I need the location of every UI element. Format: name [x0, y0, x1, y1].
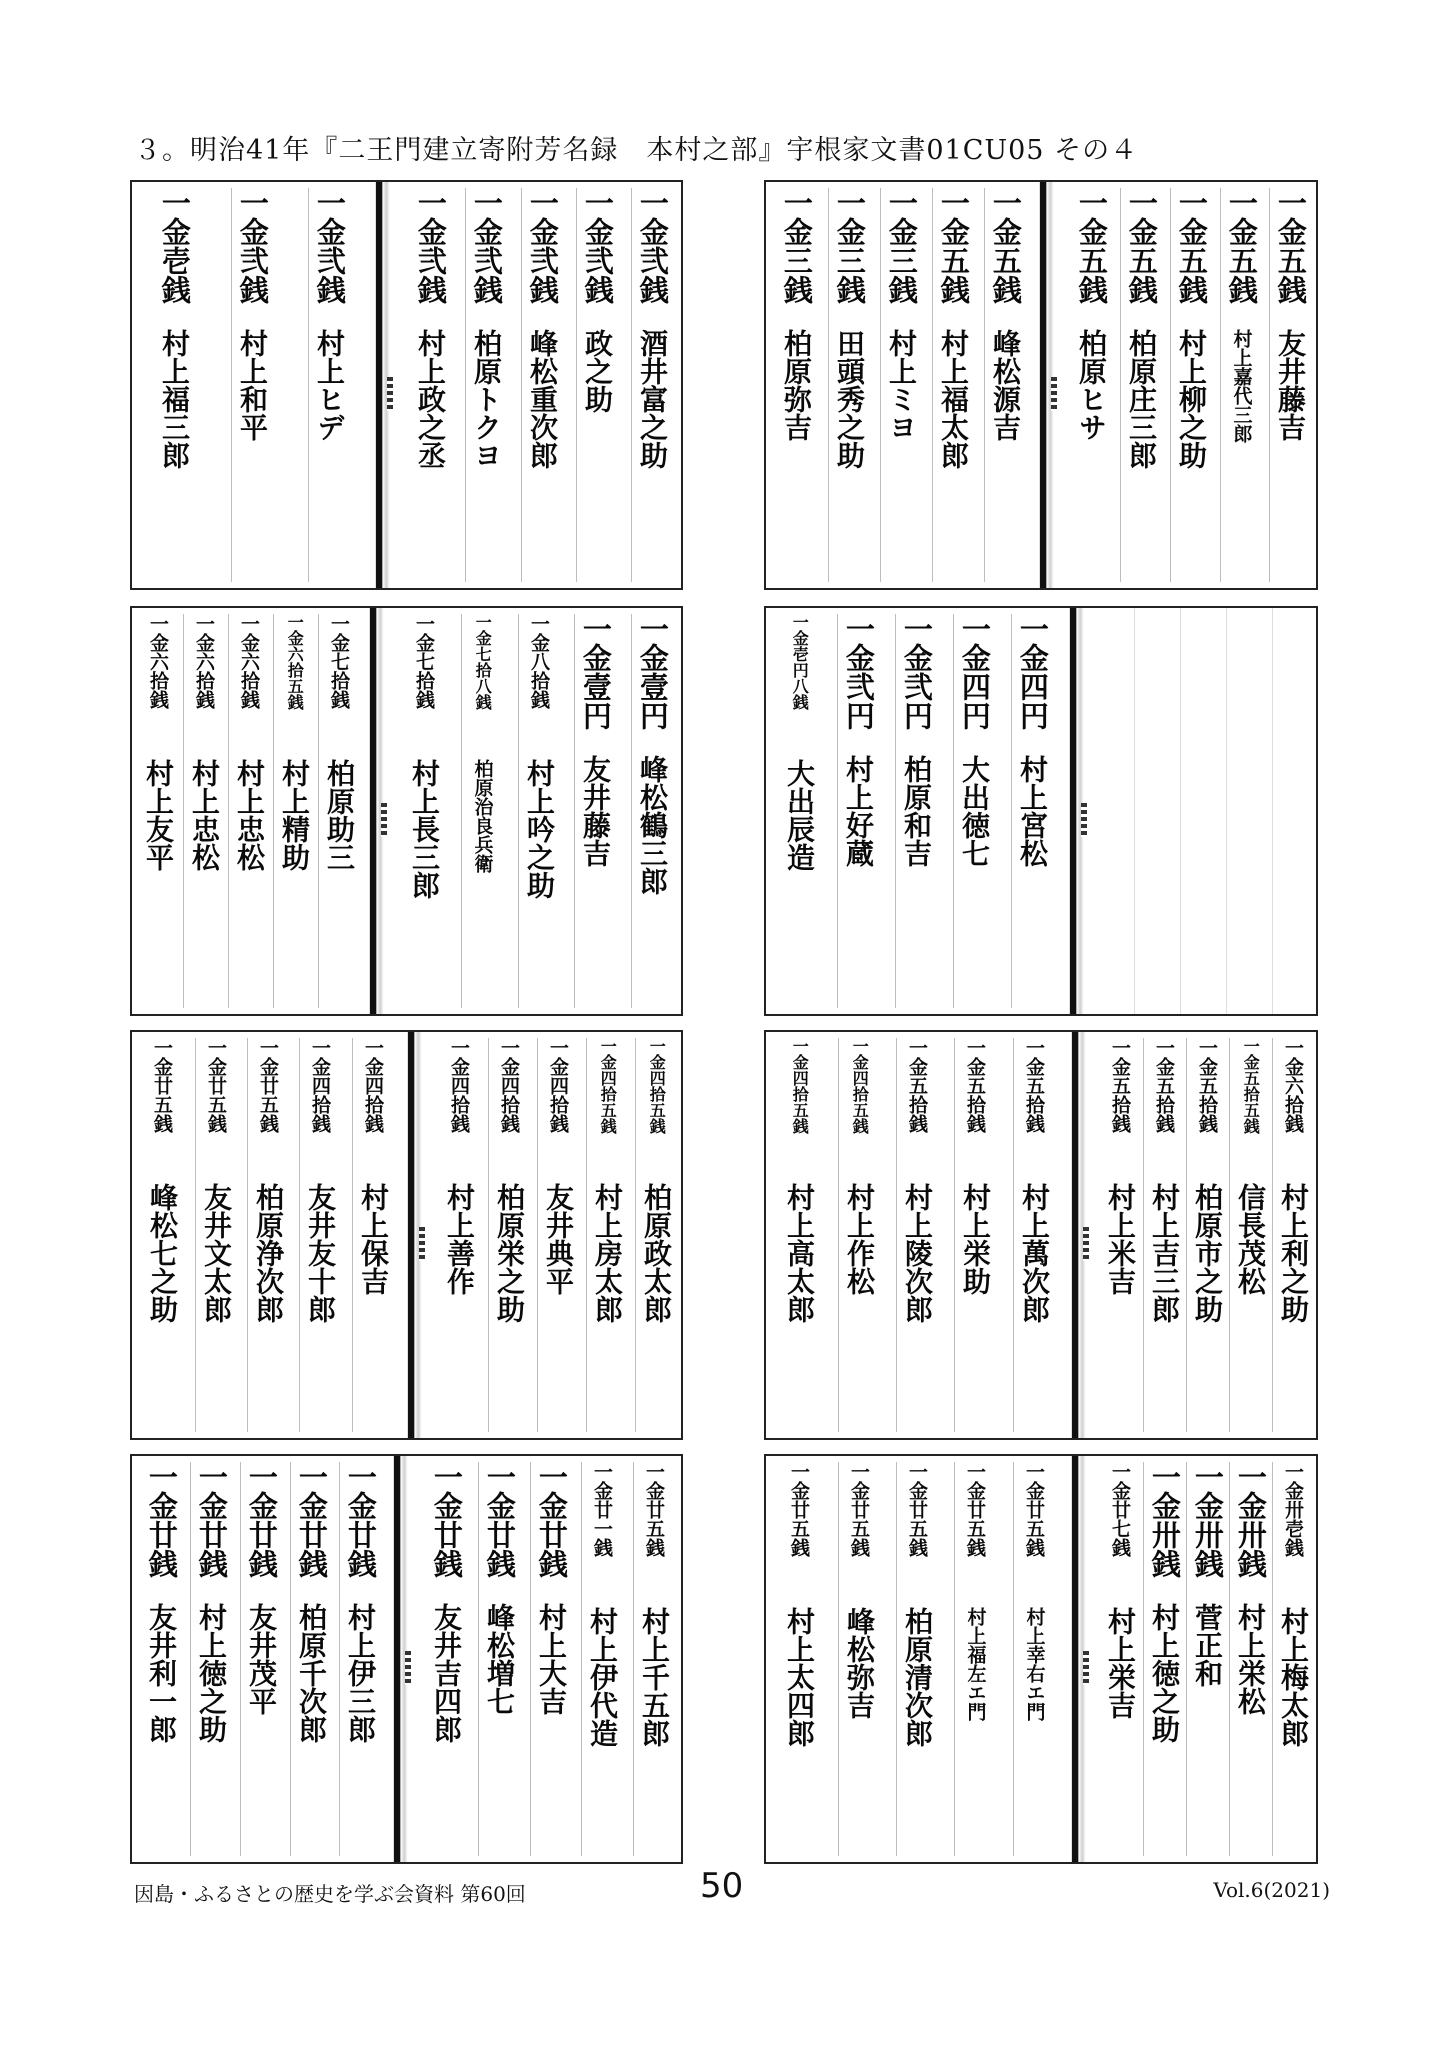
- donation-amount: 一金廿五銭: [1023, 1462, 1046, 1557]
- donor-name: 村上保吉: [356, 1182, 390, 1295]
- donation-amount: 一金廿銭: [294, 1462, 329, 1578]
- donor-name: 村上太四郎: [782, 1606, 816, 1747]
- donation-amount: 一金五拾銭: [964, 1038, 987, 1133]
- donor-name: 村上ヒデ: [312, 329, 346, 442]
- book-binding: [1066, 1456, 1094, 1862]
- donation-amount: 一金七拾八銭: [473, 614, 493, 710]
- donor-name: 村上嘉代三郎: [1230, 329, 1253, 444]
- donor-name: 柏原ヒサ: [1074, 329, 1108, 442]
- donor-name: 柏原和吉: [899, 755, 933, 868]
- donation-amount: 一金卅銭: [1190, 1462, 1225, 1578]
- ledger-entry: [299, 1038, 340, 1432]
- ledger-entry: [138, 614, 178, 1008]
- ledger-entry: [273, 614, 314, 1008]
- donation-amount: 一金四拾銭: [362, 1038, 385, 1133]
- blank-page: [1096, 608, 1314, 1014]
- page-title: ３。明治41年『二王門建立寄附芳名録 本村之部』宇根家文書01CU05 その４: [134, 135, 1139, 166]
- ledger-entry: [1272, 1462, 1313, 1856]
- ledger-entry: [1272, 1038, 1313, 1432]
- book-binding: [1064, 608, 1092, 1014]
- ledger-entry: [1143, 1462, 1184, 1856]
- ledger-entry: [154, 188, 194, 582]
- donation-amount: 一金五銭: [1074, 188, 1109, 304]
- donation-amount: 一金廿銭: [144, 1462, 179, 1578]
- donation-amount: 一金弐円: [841, 614, 876, 730]
- ledger-entry: [954, 1462, 995, 1856]
- donation-amount: 一金廿銭: [534, 1462, 569, 1578]
- donor-name: 村上ミヨ: [884, 329, 918, 442]
- ledger-entry: [339, 1462, 380, 1856]
- page-half-left: [136, 1456, 384, 1862]
- ledger-entry: [439, 1038, 479, 1432]
- donation-amount: 一金弐銭: [235, 188, 270, 304]
- ledger-entry: [1071, 188, 1111, 582]
- ledger-entry: [518, 614, 559, 1008]
- donation-amount: 一金廿銭: [482, 1462, 517, 1578]
- ledger-entry: [635, 1038, 676, 1432]
- ledger-entry: [1186, 1462, 1227, 1856]
- donor-name: 大出徳七: [957, 755, 991, 868]
- donation-amount: 一金廿五銭: [151, 1038, 174, 1133]
- donor-name: 信長茂松: [1233, 1182, 1267, 1295]
- ledger-entry: [576, 188, 617, 582]
- ledger-entry: [1220, 188, 1261, 582]
- donor-name: 峰松弥吉: [842, 1606, 876, 1719]
- document-panel: [764, 1454, 1318, 1864]
- donor-name: 村上好蔵: [841, 755, 875, 868]
- donation-amount: 一金六拾五銭: [285, 614, 305, 710]
- donation-amount: 一金廿一銭: [591, 1462, 614, 1557]
- donor-name: 友井友十郎: [303, 1182, 337, 1323]
- donor-name: 柏原浄次郎: [251, 1182, 285, 1323]
- page-number: 50: [700, 1866, 744, 1906]
- donation-amount: 一金壱銭: [157, 188, 192, 304]
- ledger-entry: [1100, 1038, 1140, 1432]
- page-half-right: [396, 608, 679, 1014]
- donation-amount: 一金八拾銭: [528, 614, 551, 709]
- footer-series-title: 因島・ふるさとの歴史を学ぶ会資料 第60回: [134, 1882, 526, 1906]
- book-binding: [1066, 1032, 1094, 1438]
- ledger-entry: [837, 614, 878, 1008]
- ledger-entry: [776, 188, 816, 582]
- ledger-entry: [404, 614, 444, 1008]
- book-binding: [402, 1032, 430, 1438]
- ledger-entry: [779, 614, 819, 1008]
- donation-amount: 一金四拾銭: [448, 1038, 471, 1133]
- donor-name: 村上房太郎: [590, 1182, 624, 1323]
- donation-amount: 一金壹円: [635, 614, 670, 730]
- donor-name: 村上栄松: [1233, 1603, 1267, 1716]
- donation-amount: 一金五拾銭: [906, 1038, 929, 1133]
- ledger-entry: [141, 1462, 181, 1856]
- ledger-entry: [586, 1038, 627, 1432]
- donor-name: 峰松七之助: [145, 1182, 179, 1323]
- donor-name: 村上政之丞: [413, 329, 447, 470]
- donor-name: 村上陵次郎: [900, 1182, 934, 1323]
- ledger-entry: [1170, 188, 1211, 582]
- donor-name: 柏原市之助: [1190, 1182, 1224, 1323]
- ledger-entry: [247, 1038, 288, 1432]
- document-panel: [764, 1030, 1318, 1440]
- donation-amount: 一金六拾銭: [193, 614, 216, 709]
- donation-amount: 一金廿五銭: [257, 1038, 280, 1133]
- donor-name: 村上長三郎: [407, 758, 441, 899]
- footer-volume: Vol.6(2021): [1213, 1878, 1330, 1902]
- donation-amount: 一金三銭: [832, 188, 867, 304]
- ledger-entry: [895, 614, 936, 1008]
- donor-name: 友井吉四郎: [429, 1603, 463, 1744]
- page-half-left: [770, 608, 1060, 1014]
- donor-name: 村上大吉: [534, 1603, 568, 1716]
- book-binding: [370, 182, 398, 588]
- donation-amount: 一金三銭: [779, 188, 814, 304]
- ledger-entry: [318, 614, 359, 1008]
- ledger-entry: [896, 1038, 937, 1432]
- donation-amount: 一金廿五銭: [906, 1462, 929, 1557]
- ledger-entry: [195, 1038, 236, 1432]
- donor-name: 村上宮松: [1015, 755, 1049, 868]
- ledger-entry: [1013, 1038, 1054, 1432]
- page-half-right: [1096, 608, 1314, 1014]
- donation-amount: 一金六拾銭: [238, 614, 261, 709]
- ledger-entry: [838, 1038, 879, 1432]
- document-panel: [130, 606, 683, 1016]
- ledger-entry: [410, 188, 450, 582]
- donor-name: 村上和平: [235, 329, 269, 442]
- donor-name: 峰松源吉: [988, 329, 1022, 442]
- document-panel: [130, 180, 683, 590]
- donation-amount: 一金廿銭: [244, 1462, 279, 1578]
- donor-name: 柏原助三: [322, 758, 356, 871]
- donation-amount: 一金卅壱銭: [1282, 1462, 1305, 1557]
- donor-name: 友井藤吉: [1273, 329, 1307, 442]
- donor-name: 友井典平: [541, 1182, 575, 1295]
- donor-name: 村上柳之助: [1174, 329, 1208, 470]
- donor-name: 峰松鶴三郎: [635, 755, 669, 896]
- ledger-entry: [190, 1462, 231, 1856]
- donor-name: 柏原政太郎: [639, 1182, 673, 1323]
- donor-name: 村上米吉: [1103, 1182, 1137, 1295]
- donor-name: 村上作松: [842, 1182, 876, 1295]
- donation-amount: 一金五拾銭: [1023, 1038, 1046, 1133]
- donor-name: 村上徳之助: [1147, 1603, 1181, 1744]
- donor-name: 友井利一郎: [144, 1603, 178, 1744]
- ledger-entry: [631, 188, 672, 582]
- donation-amount: 一金廿銭: [429, 1462, 464, 1578]
- page-half-right: [402, 182, 679, 588]
- ledger-entry: [1013, 1462, 1054, 1856]
- donation-amount: 一金六拾銭: [147, 614, 170, 709]
- donation-amount: 一金四拾五銭: [790, 1038, 810, 1134]
- ledger-entry: [932, 188, 973, 582]
- donor-name: 村上善作: [442, 1182, 476, 1295]
- page-half-right: [1066, 182, 1314, 588]
- ledger-entry: [231, 188, 272, 582]
- ledger-entry: [461, 614, 502, 1008]
- donor-name: 柏原庄三郎: [1124, 329, 1158, 470]
- page-half-left: [136, 608, 360, 1014]
- donor-name: 柏原千次郎: [294, 1603, 328, 1744]
- ledger-entry: [488, 1038, 529, 1432]
- donation-amount: 一金廿五銭: [643, 1462, 666, 1557]
- ledger-entry: [1269, 188, 1310, 582]
- page-half-left: [136, 182, 366, 588]
- donor-name: 村上栄助: [958, 1182, 992, 1295]
- donation-amount: 一金壹円: [578, 614, 613, 730]
- donor-name: 友井藤吉: [578, 755, 612, 868]
- donor-name: 友井文太郎: [199, 1182, 233, 1323]
- document-panel: [130, 1030, 683, 1440]
- donation-amount: 一金卅銭: [1233, 1462, 1268, 1578]
- donation-amount: 一金廿銭: [343, 1462, 378, 1578]
- ledger-entry: [581, 1462, 622, 1856]
- ledger-entry: [352, 1038, 393, 1432]
- ledger-entry: [290, 1462, 331, 1856]
- ledger-entry: [1186, 1038, 1227, 1432]
- donor-name: 政之助: [580, 329, 614, 414]
- donor-name: 村上友平: [141, 758, 175, 871]
- donor-name: 柏原トクヨ: [469, 329, 503, 470]
- ledger-entry: [953, 614, 994, 1008]
- donation-amount: 一金廿銭: [194, 1462, 229, 1578]
- donation-amount: 一金廿五銭: [964, 1462, 987, 1557]
- donor-name: 田頭秀之助: [832, 329, 866, 470]
- page-half-left: [770, 182, 1030, 588]
- donation-amount: 一金四拾五銭: [647, 1038, 667, 1134]
- donor-name: 村上福太郎: [936, 329, 970, 470]
- donation-amount: 一金六拾銭: [1282, 1038, 1305, 1133]
- donation-amount: 一金廿五銭: [848, 1462, 871, 1557]
- donation-amount: 一金四拾銭: [309, 1038, 332, 1133]
- donor-name: 峰松増七: [482, 1603, 516, 1716]
- ledger-entry: [228, 614, 269, 1008]
- ledger-entry: [1229, 1038, 1270, 1432]
- donor-name: 村上忠松: [232, 758, 266, 871]
- donation-amount: 一金五銭: [1273, 188, 1308, 304]
- donation-amount: 一金五銭: [936, 188, 971, 304]
- donation-amount: 一金五銭: [1224, 188, 1259, 304]
- donation-amount: 一金廿七銭: [1109, 1462, 1132, 1557]
- donor-name: 村上伊三郎: [343, 1603, 377, 1744]
- donor-name: 村上吉三郎: [1147, 1182, 1181, 1323]
- donor-name: 村上栄吉: [1103, 1606, 1137, 1719]
- ledger-entry: [426, 1462, 466, 1856]
- donor-name: 友井茂平: [244, 1603, 278, 1716]
- donor-name: 柏原弥吉: [779, 329, 813, 442]
- donor-name: 大出辰造: [782, 758, 816, 871]
- donor-name: 柏原栄之助: [492, 1182, 526, 1323]
- book-binding: [388, 1456, 416, 1862]
- page-half-left: [136, 1032, 398, 1438]
- donor-name: 村上梅太郎: [1276, 1606, 1310, 1747]
- book-binding: [1034, 182, 1062, 588]
- donor-name: 酒井富之助: [635, 329, 669, 470]
- document-panel: [764, 180, 1318, 590]
- page-half-right: [434, 1032, 679, 1438]
- ledger-entry: [880, 188, 921, 582]
- ledger-entry: [308, 188, 349, 582]
- donation-amount: 一金弐銭: [312, 188, 347, 304]
- donation-amount: 一金三銭: [884, 188, 919, 304]
- ledger-entry: [1120, 188, 1161, 582]
- donor-name: 村上忠松: [187, 758, 221, 871]
- page-half-left: [770, 1032, 1062, 1438]
- ledger-entry: [465, 188, 506, 582]
- donation-amount: 一金弐銭: [525, 188, 560, 304]
- donation-amount: 一金五銭: [1124, 188, 1159, 304]
- ledger-entry: [838, 1462, 879, 1856]
- donation-amount: 一金四拾五銭: [598, 1038, 618, 1134]
- donation-amount: 一金五銭: [988, 188, 1023, 304]
- page-half-right: [1098, 1032, 1314, 1438]
- ledger-entry: [142, 1038, 182, 1432]
- donor-name: 村上精助: [277, 758, 311, 871]
- donation-amount: 一金五拾銭: [1109, 1038, 1132, 1133]
- donation-amount: 一金弐銭: [413, 188, 448, 304]
- ledger-entry: [1229, 1462, 1270, 1856]
- donation-amount: 一金卅銭: [1147, 1462, 1182, 1578]
- ledger-entry: [984, 188, 1025, 582]
- donor-name: 村上徳之助: [194, 1603, 228, 1744]
- ledger-entry: [521, 188, 562, 582]
- document-panel: [130, 1454, 683, 1864]
- donation-amount: 一金弐銭: [469, 188, 504, 304]
- ledger-entry: [537, 1038, 578, 1432]
- ledger-entry: [954, 1038, 995, 1432]
- donation-amount: 一金七拾銭: [413, 614, 436, 709]
- donor-name: 村上幸右エ門: [1023, 1606, 1046, 1721]
- donation-amount: 一金七拾銭: [328, 614, 351, 709]
- ledger-entry: [633, 1462, 674, 1856]
- donor-name: 柏原治良兵衛: [471, 758, 494, 873]
- ledger-entry: [779, 1462, 819, 1856]
- donation-amount: 一金四拾銭: [547, 1038, 570, 1133]
- donation-amount: 一金五拾五銭: [1241, 1038, 1261, 1134]
- donor-name: 村上福三郎: [157, 329, 191, 470]
- ledger-entry: [1100, 1462, 1140, 1856]
- donation-amount: 一金五銭: [1174, 188, 1209, 304]
- ledger-entry: [240, 1462, 281, 1856]
- donation-amount: 一金壱円八銭: [790, 614, 810, 710]
- donor-name: 村上高太郎: [782, 1182, 816, 1323]
- donation-amount: 一金四円: [1015, 614, 1050, 730]
- donation-amount: 一金弐円: [899, 614, 934, 730]
- book-binding: [364, 608, 392, 1014]
- donor-name: 峰松重次郎: [525, 329, 559, 470]
- page-half-right: [420, 1456, 679, 1862]
- ledger-entry: [478, 1462, 519, 1856]
- donor-name: 村上伊代造: [585, 1606, 619, 1747]
- donation-amount: 一金弐銭: [635, 188, 670, 304]
- ledger-entry: [183, 614, 224, 1008]
- donation-amount: 一金弐銭: [580, 188, 615, 304]
- donation-amount: 一金四拾銭: [498, 1038, 521, 1133]
- donor-name: 村上吟之助: [522, 758, 556, 899]
- donation-amount: 一金四円: [957, 614, 992, 730]
- page-half-left: [770, 1456, 1062, 1862]
- donation-amount: 一金廿五銭: [788, 1462, 811, 1557]
- donation-amount: 一金五拾銭: [1196, 1038, 1219, 1133]
- document-panel: [764, 606, 1318, 1016]
- ledger-entry: [1011, 614, 1052, 1008]
- page-half-right: [1098, 1456, 1314, 1862]
- donor-name: 村上福左エ門: [964, 1606, 987, 1721]
- ledger-entry: [828, 188, 869, 582]
- donation-amount: 一金五拾銭: [1153, 1038, 1176, 1133]
- donor-name: 村上利之助: [1276, 1182, 1310, 1323]
- ledger-entry: [896, 1462, 937, 1856]
- donor-name: 村上萬次郎: [1017, 1182, 1051, 1323]
- ledger-entry: [574, 614, 615, 1008]
- ledger-entry: [779, 1038, 819, 1432]
- donor-name: 村上千五郎: [637, 1606, 671, 1747]
- ledger-entry: [530, 1462, 571, 1856]
- ledger-entry: [631, 614, 672, 1008]
- donation-amount: 一金廿五銭: [205, 1038, 228, 1133]
- ledger-entry: [1143, 1038, 1184, 1432]
- donor-name: 柏原清次郎: [900, 1606, 934, 1747]
- donation-amount: 一金四拾五銭: [850, 1038, 870, 1134]
- donor-name: 菅正和: [1190, 1603, 1224, 1688]
